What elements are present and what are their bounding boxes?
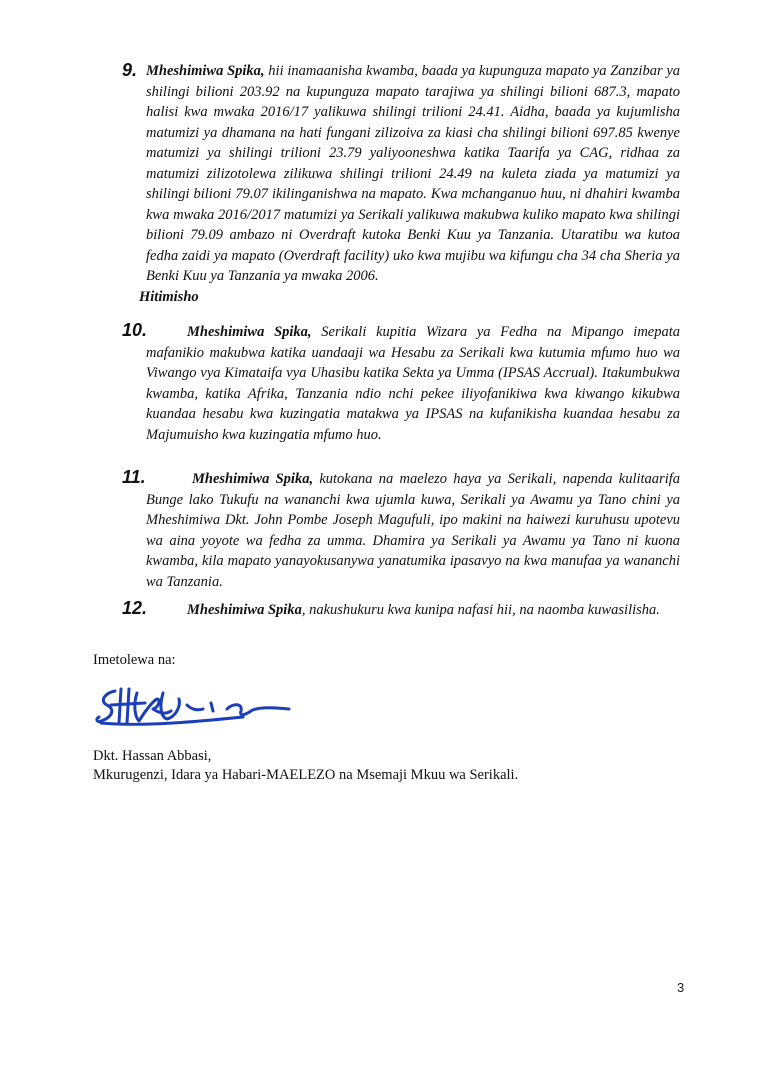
signatory-name: Dkt. Hassan Abbasi, (93, 748, 212, 764)
paragraph-body (146, 61, 680, 287)
paragraph-body (146, 469, 680, 592)
paragraph-lead: Mheshimiwa Spika (187, 602, 302, 618)
paragraph-body (146, 600, 680, 621)
signature-mark (93, 683, 303, 729)
paragraph-body (146, 322, 680, 445)
signature (93, 683, 303, 734)
paragraph-lead: Mheshimiwa Spika, (187, 324, 312, 340)
issued-by-label: Imetolewa na: (93, 652, 176, 668)
section-heading: Hitimisho (139, 289, 199, 305)
paragraph-number: 12. (122, 598, 148, 618)
paragraph-text: Serikali kupitia Wizara ya Fedha na Mipango imepata mafanikio makubwa katika uandaaji wa Hesabu za Serikali kwa kutumia mfumo huo wa Viwango vya Kimataifa vya Uhasibu katika Sekta ya Umma (IPSAS Accrual). Itakumbukwa kwamba, katika Afrika, Tanzania ndio nchi pekee iliyofanikiwa kwa kiwango kikubwa kuandaa hesabu kwa kuzingatia matakwa ya IPSAS na kufanikisha kuandaa hesabu za Majumuisho kwa kuzingatia mfumo huo. (146, 324, 681, 443)
paragraph-number: 11. (122, 467, 146, 487)
page-number: 3 (677, 980, 685, 995)
signatory-title: Mkurugenzi, Idara ya Habari-MAELEZO na Msemaji Mkuu wa Serikali. (93, 767, 519, 783)
paragraph-lead: Mheshimiwa Spika, (146, 63, 265, 79)
paragraph-number: 10. (122, 320, 148, 340)
paragraph-lead: Mheshimiwa Spika, (192, 471, 314, 487)
paragraph-text: hii inamaanisha kwamba, baada ya kupunguza mapato ya Zanzibar ya shilingi bilioni 203.92 na kupunguza mapato tarajiwa ya shilingi bilioni 687.3, mapato halisi kwa mwaka 2016/17 yalikuwa shilingi trilioni 24.41. Aidha, baada ya kujumlisha matumizi ya dhamana na hati fungani zilizoiva za kiasi cha shilingi bilioni 697.85 kwenye matumizi ya shilingi trilioni 23.79 yaliyooneshwa katika Taarifa ya CAG, ridhaa za matumizi zilizotolewa zilikuwa shilingi trilioni 24.49 na kuleta ziada ya matumizi ya shilingi bilioni 79.07 ikilinganishwa na mapato. Kwa mchanganuo huu, ni dhahiri kwamba kwa mwaka 2016/2017 matumizi ya Serikali yalikuwa makubwa kuliko mapato kwa shilingi bilioni 79.09 ambazo ni Overdraft kutoka Benki Kuu ya Tanzania. Utaratibu wa kutoa fedha zaidi ya mapato (Overdraft facility) uko kwa mujibu wa kifungu cha 34 cha Sheria ya Benki Kuu ya Tanzania ya mwaka 2006. (146, 63, 681, 284)
paragraph-number: 9. (122, 60, 138, 80)
paragraph-text: kutokana na maelezo haya ya Serikali, napenda kulitaarifa Bunge lako Tukufu na wananchi kwa ujumla kuwa, Serikali ya Awamu ya Tano chini ya Mheshimiwa Dkt. John Pombe Joseph Magufuli, ipo makini na haiwezi kuruhusu upotevu wa aina yoyote wa fedha za umma. Dhamira ya Serikali ya Awamu ya Tano ni kuona kwamba, kila mapato yanayokusanywa yanatumika ipasavyo na kwa manufaa ya wananchi wa Tanzania. (146, 471, 680, 590)
paragraph-text: , nakushukuru kwa kunipa nafasi hii, na naomba kuwasilisha. (301, 602, 660, 618)
